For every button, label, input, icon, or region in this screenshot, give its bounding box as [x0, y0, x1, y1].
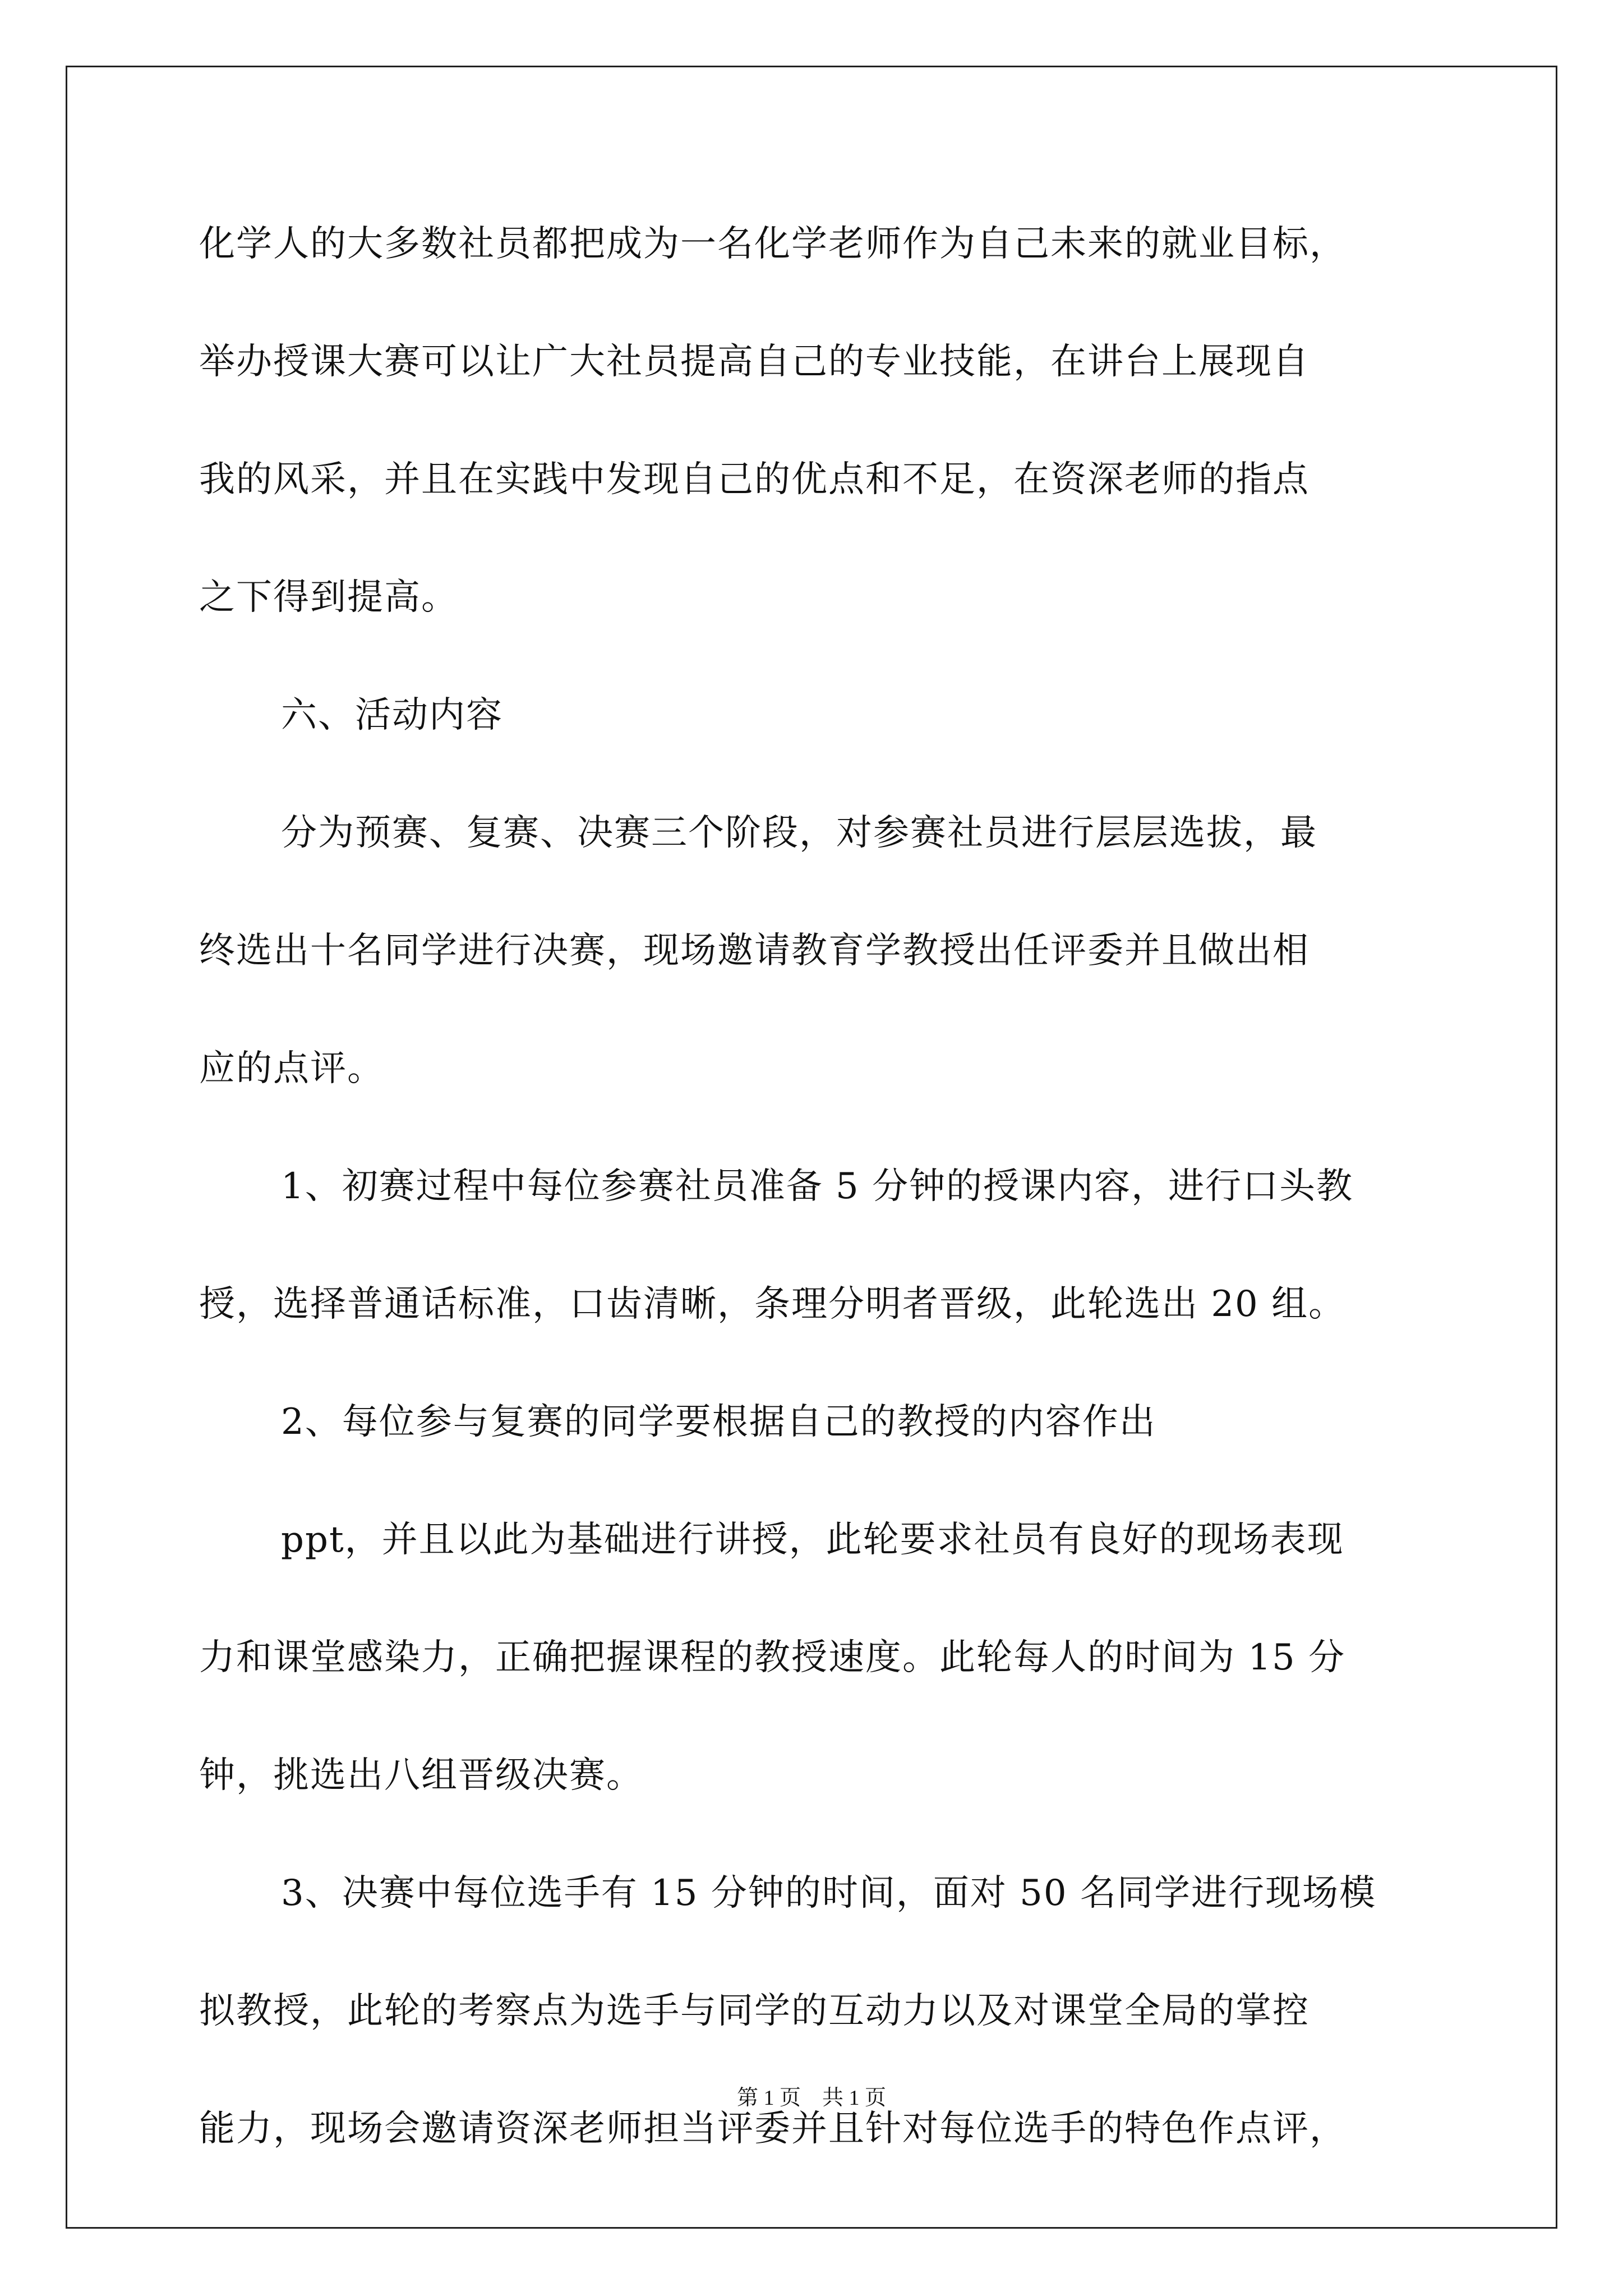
text-line: 举办授课大赛可以让广大社员提高自己的专业技能，在讲台上展现自 [199, 341, 1310, 383]
text-line: 我的风采，并且在实践中发现自己的优点和不足，在资深老师的指点 [199, 459, 1310, 500]
text-line: 化学人的大多数社员都把成为一名化学老师作为自己未来的就业目标， [199, 223, 1347, 265]
text-line: 之下得到提高。 [199, 577, 458, 618]
text-line: 能力，现场会邀请资深老师担当评委并且针对每位选手的特色作点评， [199, 2108, 1347, 2150]
page-footer: 第 1 页 共 1 页 [736, 2086, 886, 2110]
text-line: ppt，并且以此为基础进行讲授，此轮要求社员有良好的现场表现 [281, 1519, 1344, 1561]
text-line: 拟教授，此轮的考察点为选手与同学的互动力以及对课堂全局的掌控 [199, 1990, 1310, 2032]
text-line: 1、初赛过程中每位参赛社员准备 5 分钟的授课内容，进行口头教 [281, 1166, 1354, 1207]
text-line: 力和课堂感染力，正确把握课程的教授速度。此轮每人的时间为 15 分 [199, 1637, 1346, 1678]
text-line: 应的点评。 [199, 1048, 384, 1089]
text-line: 3、决赛中每位选手有 15 分钟的时间，面对 50 名同学进行现场模 [281, 1872, 1376, 1914]
text-line: 授，选择普通话标准，口齿清晰，条理分明者晋级，此轮选出 20 组。 [199, 1283, 1346, 1325]
text-line: 分为预赛、复赛、决赛三个阶段，对参赛社员进行层层选拔，最 [281, 812, 1317, 854]
text-line: 2、每位参与复赛的同学要根据自己的教授的内容作出 [281, 1401, 1156, 1443]
section-heading: 六、活动内容 [281, 694, 503, 736]
text-line: 终选出十名同学进行决赛，现场邀请教育学教授出任评委并且做出相 [199, 930, 1310, 972]
text-line: 钟，挑选出八组晋级决赛。 [199, 1755, 643, 1796]
